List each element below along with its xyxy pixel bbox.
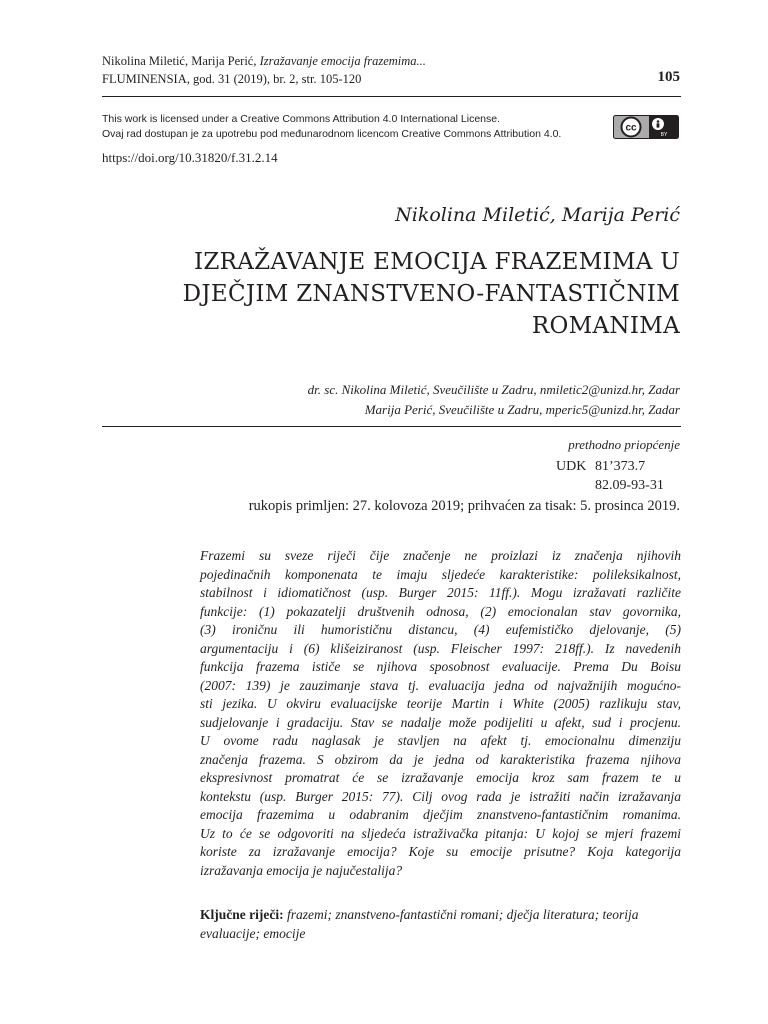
by-badge-label: BY [660, 132, 668, 138]
keywords-list: frazemi; znanstveno-fantastični romani; dječja literatura; teorija evaluacije; emocije [200, 907, 639, 941]
abstract-line: sudjelovanje i gradaciju. Stav se nadalje može podijeliti u afekt, sud i procjenu. [200, 714, 681, 730]
article-authors: Nikolina Miletić, Marija Perić [395, 204, 680, 226]
affiliation-2: Marija Perić, Sveučilište u Zadru, mperic5@unizd.hr, Zadar [364, 402, 680, 417]
doi-link[interactable]: https://doi.org/10.31820/f.31.2.14 [102, 150, 278, 165]
abstract-line: funkcije: (1) pokazatelji društvenih odnosa, (2) emocionalan stav govornika, [200, 603, 681, 619]
header-divider [102, 96, 681, 97]
running-header-authors [102, 54, 426, 69]
license-text-en: This work is licensed under a Creative Commons Attribution 4.0 International License. [102, 113, 501, 125]
abstract-line: (2007: 139) je zauzimanje stava tj. evaluacija jedna od najvažnijih mogućno- [200, 677, 681, 693]
page-number: 105 [657, 69, 680, 85]
abstract-line: sti jezika. U okviru evaluacijske teorije Martin i White (2005) razlikuju stav, [200, 696, 681, 711]
title-line: IZRAŽAVANJE EMOCIJA FRAZEMIMA U [193, 249, 680, 275]
affiliation-1: dr. sc. Nikolina Miletić, Sveučilište u Zadru, nmiletic2@unizd.hr, Zadar [307, 382, 680, 397]
keywords-label: Ključne riječi: [200, 907, 284, 922]
abstract-line: Frazemi su sveze riječi čije značenje ne proizlazi iz značenja njihovih [200, 548, 681, 563]
abstract-line: izražavanja emocija je najučestalija? [200, 862, 403, 878]
abstract-line: značenja frazema. S obzirom da je jedna od karakteristika frazema njihova [200, 751, 681, 767]
abstract-line: (3) ironičnu ili humorističnu distancu, (4) eufemističko djelovanje, (5) [200, 622, 681, 637]
abstract-line: koriste za izražavanje emocija? Koje su emocije prisutne? Koja kategorija [200, 844, 681, 859]
keywords [200, 906, 681, 943]
abstract-line: U ovome radu naglasak je stavljen na afekt tj. emocionalnu dimenziju [200, 733, 681, 748]
udk-label: UDK [556, 459, 587, 474]
cc-by-license-badge[interactable] [613, 115, 679, 139]
article-type: prethodno priopćenje [568, 437, 680, 452]
running-header-author-names: Nikolina Miletić, Marija Perić, [102, 54, 260, 68]
journal-citation: FLUMINENSIA, god. 31 (2019), br. 2, str. 105-120 [102, 72, 362, 86]
udk-value: 81’373.7 [595, 459, 646, 474]
abstract-line: funkcija frazema ističe se njihova sposobnost evaluacije. Prema Du Boisu [200, 659, 681, 674]
abstract-line: ekspresivnost promatrat će se izražavanje emocija kroz sam frazem te u [200, 770, 681, 785]
abstract [200, 547, 681, 880]
abstract-line: kontekstu (usp. Burger 2015: 77). Cilj ovog rada je istražiti način izražavanja [200, 788, 681, 804]
abstract-line: argumentaciju i (6) klišeiziranost (usp. Fleischer 1997: 218ff.). Iz navedenih [200, 640, 681, 656]
running-header-short-title: Izražavanje emocija frazemima... [259, 54, 426, 68]
title-line: ROMANIMA [531, 313, 680, 339]
title-line: DJEČJIM ZNANSTVENO-FANTASTIČNIM [182, 281, 680, 307]
abstract-line: Uz to će se odgovoriti na sljedeća istraživačka pitanja: U kojoj se mjeri frazemi [200, 825, 681, 841]
abstract-line: pojedinačnih komponenata te imaju sljedeće karakteristike: polileksikalnost, [200, 566, 681, 582]
abstract-line: emocija frazemima u odabranim dječjim znanstveno-fantastičnim romanima. [200, 807, 681, 822]
abstract-line: stabilnost i idiomatičnost (usp. Burger 2015: 11ff.). Mogu izražavati različite [200, 585, 681, 600]
license-text-hr: Ovaj rad dostupan je za upotrebu pod međunarodnom licencom Creative Commons Attribution 4.0. [102, 128, 562, 140]
received-accepted-dates: rukopis primljen: 27. kolovoza 2019; prihvaćen za tisak: 5. prosinca 2019. [248, 498, 680, 514]
cc-badge-label: cc [625, 122, 637, 134]
udk-value: 82.09-93-31 [595, 478, 664, 493]
affiliation-divider [102, 426, 681, 427]
article-title [160, 246, 680, 342]
